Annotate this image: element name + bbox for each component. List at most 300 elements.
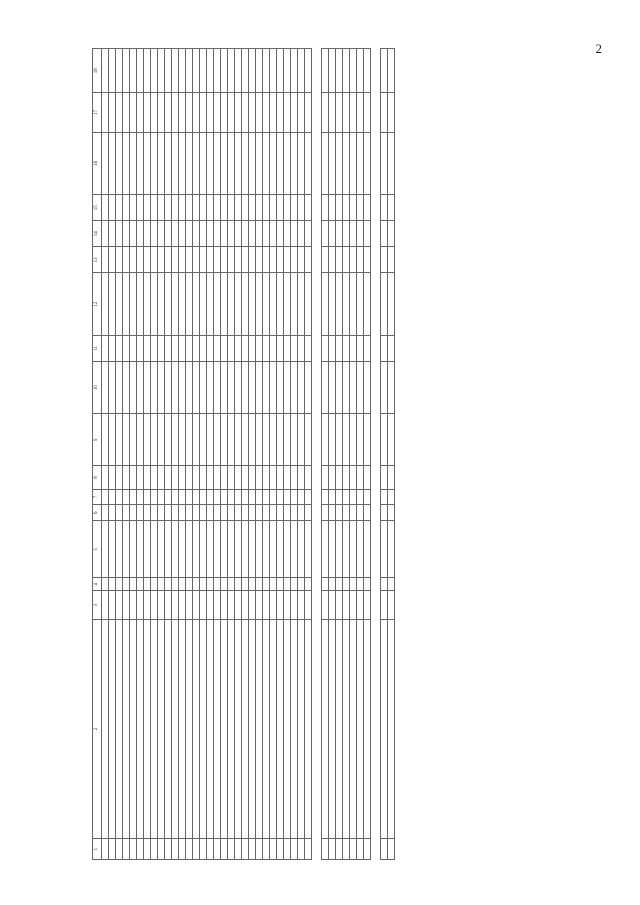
table-cell xyxy=(200,49,207,93)
table-row xyxy=(270,49,277,860)
table-cell xyxy=(221,247,228,273)
table-cell xyxy=(102,132,109,195)
table-cell xyxy=(214,489,221,505)
table-cell xyxy=(343,578,350,591)
table-cell xyxy=(102,362,109,414)
table-cell xyxy=(350,247,357,273)
table-cell xyxy=(329,132,336,195)
table-cell xyxy=(322,521,329,578)
table-cell xyxy=(144,489,151,505)
table-cell xyxy=(221,591,228,620)
table-cell xyxy=(336,93,343,132)
table-cell xyxy=(305,93,312,132)
table-cell xyxy=(284,195,291,221)
table-cell xyxy=(305,591,312,620)
table-cell xyxy=(102,247,109,273)
table-cell xyxy=(179,521,186,578)
table-cell xyxy=(381,489,388,505)
table-row xyxy=(298,49,305,860)
table-cell xyxy=(123,466,130,489)
table-cell xyxy=(336,49,343,93)
table-cell xyxy=(109,839,116,860)
table-cell xyxy=(144,521,151,578)
table-cell xyxy=(357,578,364,591)
table-cell xyxy=(343,132,350,195)
table-cell xyxy=(322,362,329,414)
table-cell xyxy=(322,195,329,221)
table-cell xyxy=(298,132,305,195)
table-cell xyxy=(350,489,357,505)
table-cell xyxy=(144,335,151,361)
table-cell xyxy=(102,505,109,521)
table-cell xyxy=(350,578,357,591)
table-cell xyxy=(298,466,305,489)
table-cell xyxy=(235,591,242,620)
table-cell xyxy=(284,578,291,591)
table-cell xyxy=(200,247,207,273)
table-row xyxy=(256,49,263,860)
table-cell xyxy=(214,49,221,93)
table-cell xyxy=(228,591,235,620)
table-cell xyxy=(256,414,263,466)
table-cell xyxy=(172,466,179,489)
table-cell xyxy=(158,466,165,489)
table-cell xyxy=(305,505,312,521)
table-cell xyxy=(116,489,123,505)
table-cell xyxy=(277,620,284,839)
table-cell xyxy=(151,591,158,620)
table-cell xyxy=(263,578,270,591)
table-cell xyxy=(172,93,179,132)
table-cell xyxy=(364,620,371,839)
table-cell xyxy=(322,221,329,247)
table-cell xyxy=(263,521,270,578)
table-cell xyxy=(235,414,242,466)
table-cell xyxy=(186,578,193,591)
table-cell xyxy=(256,839,263,860)
table-cell xyxy=(249,521,256,578)
table-cell xyxy=(109,414,116,466)
table-cell xyxy=(305,247,312,273)
table-cell xyxy=(305,578,312,591)
table-cell xyxy=(298,49,305,93)
table-cell xyxy=(144,132,151,195)
table-cell xyxy=(137,521,144,578)
table-cell xyxy=(214,620,221,839)
table-cell xyxy=(364,505,371,521)
table-cell xyxy=(158,591,165,620)
table-cell xyxy=(116,247,123,273)
table-cell xyxy=(123,578,130,591)
table-cell xyxy=(329,93,336,132)
table-cell xyxy=(179,49,186,93)
table-cell xyxy=(193,591,200,620)
table-cell xyxy=(388,195,395,221)
table-cell xyxy=(298,221,305,247)
table-row xyxy=(116,49,123,860)
table-cell xyxy=(364,49,371,93)
table-cell xyxy=(270,247,277,273)
table-cell xyxy=(329,466,336,489)
table-cell xyxy=(151,839,158,860)
table-cell xyxy=(221,466,228,489)
table-cell xyxy=(381,93,388,132)
table-cell xyxy=(291,591,298,620)
table-cell xyxy=(123,273,130,336)
table-cell xyxy=(221,362,228,414)
table-cell xyxy=(228,505,235,521)
table-cell xyxy=(388,49,395,93)
column-number: 15 xyxy=(93,195,102,221)
table-row xyxy=(179,49,186,860)
table-cell xyxy=(109,505,116,521)
table-cell xyxy=(207,466,214,489)
table-cell xyxy=(130,221,137,247)
table-cell xyxy=(242,335,249,361)
table-cell xyxy=(336,362,343,414)
table-cell xyxy=(336,620,343,839)
table-cell xyxy=(256,521,263,578)
table-cell xyxy=(207,273,214,336)
section-separator-cell xyxy=(371,49,381,860)
table-cell xyxy=(221,521,228,578)
column-number: 13 xyxy=(93,247,102,273)
table-cell xyxy=(298,247,305,273)
table-cell xyxy=(123,839,130,860)
table-cell xyxy=(151,620,158,839)
table-cell xyxy=(357,414,364,466)
table-cell xyxy=(336,521,343,578)
column-number: 5 xyxy=(93,521,102,578)
table-cell xyxy=(193,362,200,414)
table-cell xyxy=(193,335,200,361)
table-cell xyxy=(137,362,144,414)
table-cell xyxy=(343,466,350,489)
table-cell xyxy=(193,466,200,489)
table-cell xyxy=(336,839,343,860)
table-cell xyxy=(235,839,242,860)
table-cell xyxy=(322,489,329,505)
table-cell xyxy=(298,505,305,521)
table-cell xyxy=(350,195,357,221)
table-cell xyxy=(172,362,179,414)
table-cell xyxy=(200,273,207,336)
table-cell xyxy=(249,335,256,361)
table-cell xyxy=(158,505,165,521)
table-cell xyxy=(165,521,172,578)
table-cell xyxy=(242,521,249,578)
table-cell xyxy=(388,591,395,620)
table-cell xyxy=(277,591,284,620)
table-cell xyxy=(235,578,242,591)
table-cell xyxy=(109,466,116,489)
table-landscape xyxy=(92,48,547,860)
table-cell xyxy=(242,414,249,466)
table-cell xyxy=(350,521,357,578)
table-cell xyxy=(388,839,395,860)
table-cell xyxy=(291,93,298,132)
table-cell xyxy=(151,335,158,361)
table-cell xyxy=(214,591,221,620)
table-cell xyxy=(291,49,298,93)
table-cell xyxy=(200,93,207,132)
table-cell xyxy=(256,221,263,247)
table-cell xyxy=(109,221,116,247)
table-cell xyxy=(207,620,214,839)
table-row xyxy=(221,49,228,860)
table-cell xyxy=(214,273,221,336)
table-cell xyxy=(123,414,130,466)
section-separator-row xyxy=(312,49,322,860)
table-cell xyxy=(305,839,312,860)
table-cell xyxy=(298,362,305,414)
table-cell xyxy=(249,93,256,132)
table-cell xyxy=(343,505,350,521)
table-cell xyxy=(116,335,123,361)
table-cell xyxy=(256,49,263,93)
table-cell xyxy=(263,591,270,620)
table-cell xyxy=(388,414,395,466)
table-cell xyxy=(336,247,343,273)
table-cell xyxy=(158,93,165,132)
table-cell xyxy=(193,195,200,221)
table-cell xyxy=(123,335,130,361)
table-cell xyxy=(165,591,172,620)
table-cell xyxy=(137,247,144,273)
table-cell xyxy=(343,49,350,93)
table-cell xyxy=(242,489,249,505)
table-cell xyxy=(137,466,144,489)
table-cell xyxy=(151,273,158,336)
table-cell xyxy=(200,505,207,521)
table-cell xyxy=(158,362,165,414)
table-cell xyxy=(158,521,165,578)
table-cell xyxy=(221,489,228,505)
table-cell xyxy=(291,466,298,489)
table-cell xyxy=(151,132,158,195)
table-cell xyxy=(263,620,270,839)
table-cell xyxy=(329,505,336,521)
table-row xyxy=(322,49,329,860)
table-cell xyxy=(242,505,249,521)
table-cell xyxy=(109,362,116,414)
table-cell xyxy=(130,93,137,132)
table-cell xyxy=(165,132,172,195)
table-cell xyxy=(270,521,277,578)
table-cell xyxy=(343,195,350,221)
table-row xyxy=(381,49,388,860)
table-row xyxy=(193,49,200,860)
table-cell xyxy=(165,839,172,860)
table-cell xyxy=(235,49,242,93)
table-cell xyxy=(130,49,137,93)
table-cell xyxy=(214,839,221,860)
table-cell xyxy=(151,489,158,505)
table-cell xyxy=(186,505,193,521)
table-cell xyxy=(137,505,144,521)
table-cell xyxy=(221,620,228,839)
table-cell xyxy=(186,591,193,620)
table-cell xyxy=(144,591,151,620)
table-cell xyxy=(179,414,186,466)
table-cell xyxy=(263,466,270,489)
table-cell xyxy=(343,362,350,414)
table-cell xyxy=(144,466,151,489)
table-cell xyxy=(228,132,235,195)
table-cell xyxy=(263,49,270,93)
table-cell xyxy=(144,273,151,336)
table-cell xyxy=(298,620,305,839)
table-cell xyxy=(123,521,130,578)
table-cell xyxy=(270,620,277,839)
table-cell xyxy=(291,620,298,839)
table-row xyxy=(228,49,235,860)
table-cell xyxy=(357,273,364,336)
column-number: 17 xyxy=(93,93,102,132)
table-cell xyxy=(130,620,137,839)
table-cell xyxy=(329,578,336,591)
table-cell xyxy=(388,247,395,273)
table-cell xyxy=(172,414,179,466)
table-cell xyxy=(357,195,364,221)
table-cell xyxy=(343,414,350,466)
table-cell xyxy=(179,195,186,221)
table-cell xyxy=(305,132,312,195)
table-cell xyxy=(109,93,116,132)
table-cell xyxy=(298,195,305,221)
table-cell xyxy=(381,620,388,839)
table-row xyxy=(357,49,364,860)
table-cell xyxy=(200,132,207,195)
table-cell xyxy=(207,839,214,860)
table-cell xyxy=(284,591,291,620)
table-cell xyxy=(350,620,357,839)
table-cell xyxy=(270,273,277,336)
table-cell xyxy=(179,247,186,273)
table-cell xyxy=(228,247,235,273)
table-cell xyxy=(388,273,395,336)
column-number: 1 xyxy=(93,839,102,860)
table-cell xyxy=(343,247,350,273)
table-cell xyxy=(193,49,200,93)
table-cell xyxy=(116,132,123,195)
table-cell xyxy=(256,362,263,414)
table-cell xyxy=(242,49,249,93)
table-cell xyxy=(123,221,130,247)
table-cell xyxy=(179,591,186,620)
table-cell xyxy=(284,505,291,521)
table-cell xyxy=(336,591,343,620)
table-cell xyxy=(172,521,179,578)
table-cell xyxy=(144,414,151,466)
table-cell xyxy=(242,466,249,489)
table-cell xyxy=(137,620,144,839)
table-cell xyxy=(130,505,137,521)
table-cell xyxy=(298,578,305,591)
table-cell xyxy=(322,247,329,273)
table-cell xyxy=(329,591,336,620)
table-cell xyxy=(151,466,158,489)
table-cell xyxy=(249,620,256,839)
table-cell xyxy=(214,335,221,361)
table-cell xyxy=(144,221,151,247)
table-cell xyxy=(151,578,158,591)
table-cell xyxy=(116,221,123,247)
table-cell xyxy=(364,414,371,466)
table-cell xyxy=(381,335,388,361)
table-cell xyxy=(263,414,270,466)
table-cell xyxy=(116,466,123,489)
table-cell xyxy=(186,466,193,489)
table-cell xyxy=(193,132,200,195)
table-cell xyxy=(277,247,284,273)
table-cell xyxy=(214,362,221,414)
column-number: 6 xyxy=(93,505,102,521)
table-cell xyxy=(228,335,235,361)
table-cell xyxy=(165,49,172,93)
table-cell xyxy=(256,578,263,591)
table-cell xyxy=(256,591,263,620)
table-cell xyxy=(270,505,277,521)
table-cell xyxy=(179,93,186,132)
table-cell xyxy=(263,93,270,132)
table-cell xyxy=(357,362,364,414)
table-cell xyxy=(123,93,130,132)
table-cell xyxy=(151,521,158,578)
table-cell xyxy=(165,505,172,521)
table-cell xyxy=(322,839,329,860)
table-cell xyxy=(137,221,144,247)
table-cell xyxy=(242,620,249,839)
table-cell xyxy=(388,620,395,839)
table-row xyxy=(343,49,350,860)
table-cell xyxy=(158,335,165,361)
table-cell xyxy=(172,335,179,361)
table-cell xyxy=(137,414,144,466)
table-cell xyxy=(277,466,284,489)
table-cell xyxy=(144,620,151,839)
table-cell xyxy=(137,839,144,860)
table-cell xyxy=(305,620,312,839)
table-cell xyxy=(200,335,207,361)
table-cell xyxy=(235,335,242,361)
table-cell xyxy=(137,93,144,132)
page-number: 2 xyxy=(595,41,602,56)
table-cell xyxy=(242,273,249,336)
table-cell xyxy=(144,362,151,414)
table-cell xyxy=(207,414,214,466)
table-cell xyxy=(102,466,109,489)
table-cell xyxy=(277,49,284,93)
table-cell xyxy=(235,489,242,505)
table-cell xyxy=(270,466,277,489)
table-cell xyxy=(172,505,179,521)
table-cell xyxy=(381,195,388,221)
table-cell xyxy=(256,466,263,489)
table-cell xyxy=(130,362,137,414)
table-cell xyxy=(214,466,221,489)
table-cell xyxy=(284,273,291,336)
table-cell xyxy=(277,195,284,221)
table-cell xyxy=(270,335,277,361)
table-cell xyxy=(221,578,228,591)
table-cell xyxy=(102,335,109,361)
table-cell xyxy=(102,521,109,578)
table-cell xyxy=(329,414,336,466)
table-cell xyxy=(270,195,277,221)
table-cell xyxy=(364,578,371,591)
table-cell xyxy=(137,49,144,93)
